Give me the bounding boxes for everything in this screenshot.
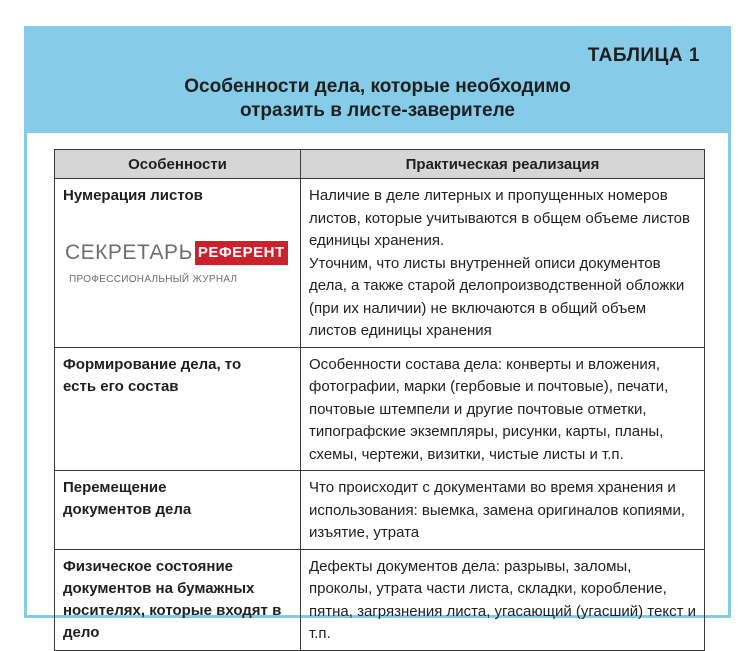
- table-header-row: [55, 150, 705, 179]
- feature-cell: [55, 549, 301, 650]
- table-number-label: ТАБЛИЦА 1: [587, 45, 700, 66]
- column-header-implementation: Практическая реализация: [301, 150, 705, 179]
- table-row: [55, 549, 705, 650]
- table-header-band: [27, 29, 728, 133]
- table-row: [55, 347, 705, 471]
- magazine-logo: [65, 241, 292, 291]
- features-table: [54, 149, 705, 651]
- feature-cell: [55, 471, 301, 550]
- table-row: [55, 471, 705, 550]
- table-title-line-1: Особенности дела, которые необходимо: [184, 76, 571, 97]
- feature-cell: [55, 347, 301, 471]
- implementation-cell: [301, 347, 705, 471]
- feature-text: Нумерация листов: [63, 187, 203, 204]
- implementation-cell: [301, 179, 705, 348]
- feature-text: Перемещение документов дела: [63, 479, 192, 518]
- implementation-text: Что происходит с документами во время хранения и использования: выемка, замена оригиналов копиями, изъятие, утрата: [309, 479, 686, 541]
- implementation-cell: [301, 549, 705, 650]
- implementation-text: Дефекты документов дела: разрывы, заломы, проколы, утрата части листа, складки, коробление, пятна, загрязнения листа, угасающий (угасший) текст и т.п.: [309, 557, 696, 642]
- feature-text: Формирование дела, то есть его состав: [63, 355, 242, 395]
- feature-text: Физическое состояние документов на бумажных носителях, которые входят в дело: [63, 557, 282, 641]
- implementation-text: Наличие в деле литерных и пропущенных номеров листов, которые учитываются в общем объеме листов единицы хранения.: [309, 187, 690, 249]
- table-frame: [24, 26, 731, 642]
- column-header-features: Особенности: [55, 150, 301, 179]
- implementation-text: Уточним, что листы внутренней описи документов дела, а также старой делопроизводственной обложки (при их наличии) не включаются в общий объем листов единицы хранения: [309, 254, 685, 339]
- table-row: [55, 179, 705, 348]
- implementation-text: Особенности состава дела: конверты и вложения, фотографии, марки (гербовые и почтовые), печати, почтовые штемпели и другие почтовые отметки, типографские экземпляры, рисунки, карты, планы, схемы, чертежи, визитки, чистые листы и т.п.: [309, 355, 669, 463]
- logo-red-box: РЕФЕРЕНТ: [195, 241, 288, 265]
- logo-subtitle: ПРОФЕССИОНАЛЬНЫЙ ЖУРНАЛ: [69, 274, 238, 285]
- implementation-cell: [301, 471, 705, 550]
- table-title-line-2: отразить в листе-заверителе: [239, 100, 515, 121]
- logo-word: СЕКРЕТАРЬ: [65, 241, 193, 264]
- table-title: [27, 75, 728, 123]
- feature-cell: [55, 179, 301, 348]
